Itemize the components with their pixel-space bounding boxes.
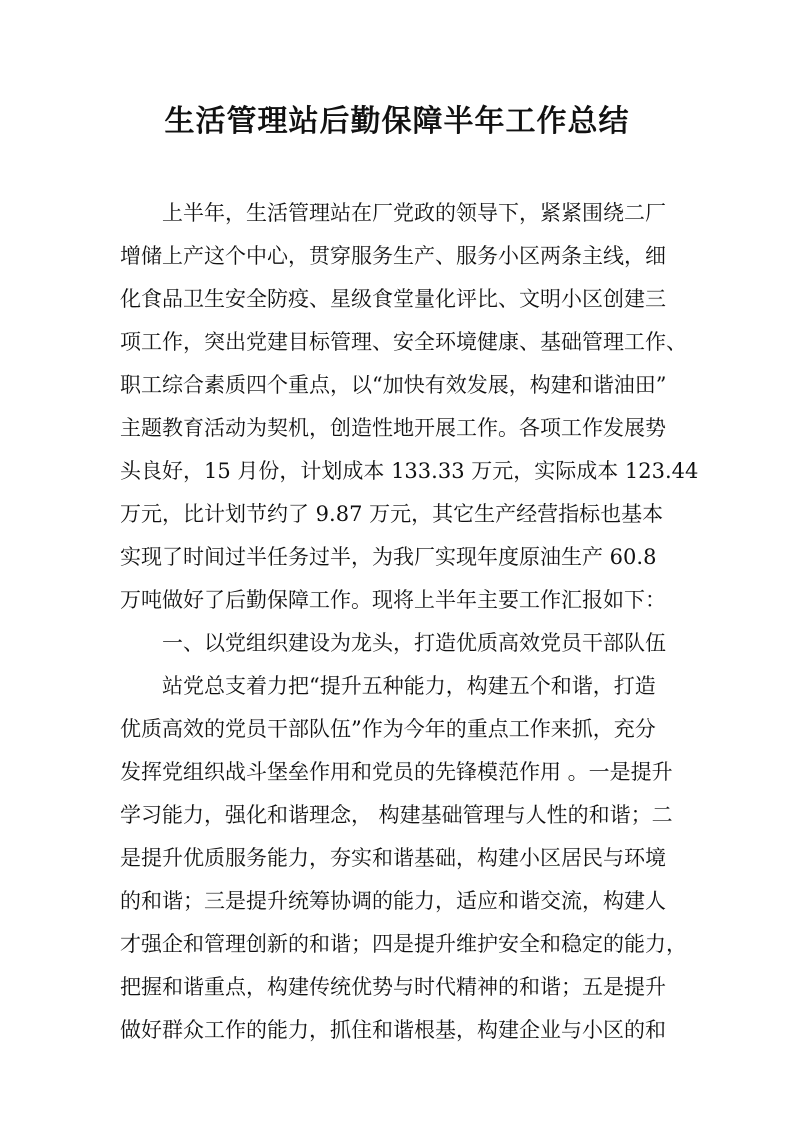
body-line: 万吨做好了后勤保障工作。现将上半年主要工作汇报如下： <box>120 588 666 612</box>
body-line: 增储上产这个中心，贯穿服务生产、服务小区两条主线，细 <box>120 244 666 268</box>
body-line: 职工综合素质四个重点，以“加快有效发展，构建和谐油田” <box>120 373 667 397</box>
body-line: 化食品卫生安全防疫、星级食堂量化评比、文明小区创建三 <box>120 287 666 311</box>
document-title: 生活管理站后勤保障半年工作总结 <box>164 104 630 139</box>
body-line: 的和谐；三是提升统筹协调的能力，适应和谐交流，构建人 <box>120 889 666 913</box>
body-line: 主题教育活动为契机，创造性地开展工作。各项工作发展势 <box>120 416 666 440</box>
body-line: 站党总支着力把“提升五种能力，构建五个和谐，打造 <box>120 674 656 698</box>
body-line: 实现了时间过半任务过半，为我厂实现年度原油生产 60.8 <box>120 545 657 569</box>
body-line: 把握和谐重点，构建传统优势与时代精神的和谐；五是提升 <box>120 975 666 999</box>
body-line: 头良好，15 月份，计划成本 133.33 万元，实际成本 123.44 <box>120 459 699 483</box>
body-line: 做好群众工作的能力，抓住和谐根基，构建企业与小区的和 <box>120 1018 666 1042</box>
body-line: 万元，比计划节约了 9.87 万元，其它生产经营指标也基本 <box>120 502 664 526</box>
body-line: 优质高效的党员干部队伍”作为今年的重点工作来抓，充分 <box>120 717 656 741</box>
body-line: 上半年，生活管理站在厂党政的领导下，紧紧围绕二厂 <box>120 201 666 225</box>
body-line: 学习能力，强化和谐理念， 构建基础管理与人性的和谐；二 <box>120 803 673 827</box>
body-line: 是提升优质服务能力，夯实和谐基础，构建小区居民与环境 <box>120 846 666 870</box>
body-line: 才强企和管理创新的和谐；四是提升维护安全和稳定的能力， <box>120 932 687 956</box>
body-line: 项工作，突出党建目标管理、安全环境健康、基础管理工作、 <box>120 330 687 354</box>
body-line: 发挥党组织战斗堡垒作用和党员的先锋模范作用 。一是提升 <box>120 760 673 784</box>
section-heading: 一、以党组织建设为龙头，打造优质高效党员干部队伍 <box>120 631 666 655</box>
